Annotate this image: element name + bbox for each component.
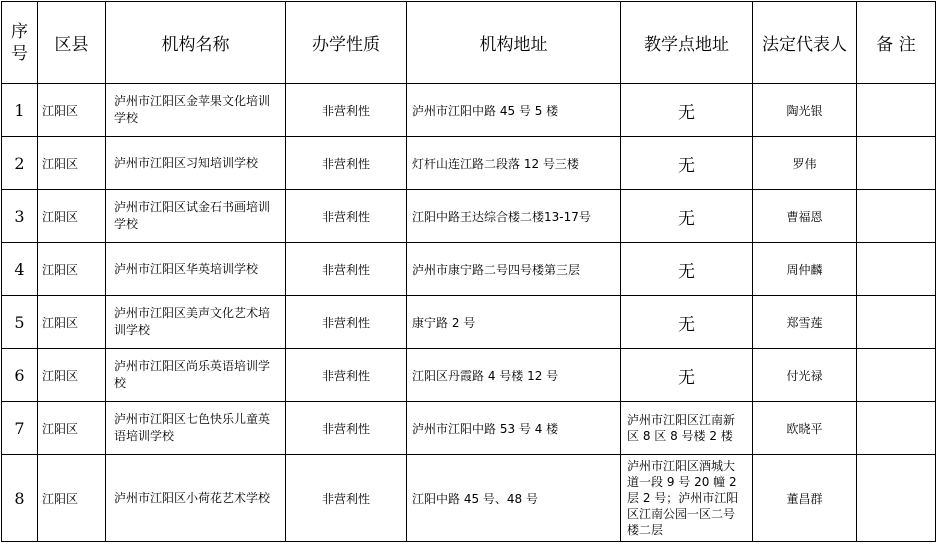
cell-name: 泸州市江阳区试金石书画培训学校 bbox=[106, 190, 286, 243]
cell-name: 泸州市江阳区七色快乐儿童英语培训学校 bbox=[106, 402, 286, 455]
cell-district: 江阳区 bbox=[38, 455, 106, 542]
cell-district: 江阳区 bbox=[38, 402, 106, 455]
table-row bbox=[2, 402, 936, 455]
cell-seq: 8 bbox=[2, 455, 38, 542]
cell-nature: 非营利性 bbox=[286, 137, 407, 190]
cell-rep: 周仲麟 bbox=[753, 243, 857, 296]
cell-district: 江阳区 bbox=[38, 243, 106, 296]
table-row bbox=[2, 84, 936, 137]
cell-site: 无 bbox=[621, 137, 753, 190]
cell-name: 泸州市江阳区习知培训学校 bbox=[106, 137, 286, 190]
table-row bbox=[2, 296, 936, 349]
cell-seq: 1 bbox=[2, 84, 38, 137]
table-row bbox=[2, 455, 936, 542]
institution-table bbox=[1, 1, 936, 542]
cell-nature: 非营利性 bbox=[286, 402, 407, 455]
cell-nature: 非营利性 bbox=[286, 84, 407, 137]
cell-district: 江阳区 bbox=[38, 296, 106, 349]
header-address: 机构地址 bbox=[407, 2, 621, 84]
cell-name: 泸州市江阳区美声文化艺术培训学校 bbox=[106, 296, 286, 349]
cell-rep: 罗伟 bbox=[753, 137, 857, 190]
cell-note bbox=[857, 296, 936, 349]
cell-rep: 郑雪莲 bbox=[753, 296, 857, 349]
cell-site: 无 bbox=[621, 349, 753, 402]
cell-seq: 2 bbox=[2, 137, 38, 190]
cell-name: 泸州市江阳区华英培训学校 bbox=[106, 243, 286, 296]
cell-district: 江阳区 bbox=[38, 84, 106, 137]
cell-rep: 欧晓平 bbox=[753, 402, 857, 455]
cell-address: 康宁路 2 号 bbox=[407, 296, 621, 349]
cell-note bbox=[857, 455, 936, 542]
cell-name: 泸州市江阳区尚乐英语培训学校 bbox=[106, 349, 286, 402]
cell-site: 无 bbox=[621, 84, 753, 137]
cell-note bbox=[857, 190, 936, 243]
cell-address: 泸州市江阳中路 45 号 5 楼 bbox=[407, 84, 621, 137]
header-rep: 法定代表人 bbox=[753, 2, 857, 84]
cell-note bbox=[857, 243, 936, 296]
cell-seq: 4 bbox=[2, 243, 38, 296]
table-row bbox=[2, 349, 936, 402]
cell-seq: 3 bbox=[2, 190, 38, 243]
cell-site: 泸州市江阳区酒城大道一段 9 号 20 幢 2 层 2 号；泸州市江阳区江南公园一区二号楼二层 bbox=[621, 455, 753, 542]
cell-seq: 5 bbox=[2, 296, 38, 349]
cell-rep: 付光禄 bbox=[753, 349, 857, 402]
cell-note bbox=[857, 349, 936, 402]
table-row bbox=[2, 137, 936, 190]
cell-note bbox=[857, 402, 936, 455]
cell-district: 江阳区 bbox=[38, 190, 106, 243]
cell-rep: 陶光银 bbox=[753, 84, 857, 137]
header-seq-label: 序号 bbox=[11, 21, 28, 64]
header-name: 机构名称 bbox=[106, 2, 286, 84]
cell-address: 江阳区丹霞路 4 号楼 12 号 bbox=[407, 349, 621, 402]
cell-site: 无 bbox=[621, 190, 753, 243]
cell-address: 灯杆山连江路二段落 12 号三楼 bbox=[407, 137, 621, 190]
table-row bbox=[2, 190, 936, 243]
cell-nature: 非营利性 bbox=[286, 190, 407, 243]
cell-rep: 曹福恩 bbox=[753, 190, 857, 243]
cell-site: 无 bbox=[621, 243, 753, 296]
header-site: 教学点地址 bbox=[621, 2, 753, 84]
cell-seq: 7 bbox=[2, 402, 38, 455]
cell-address: 江阳中路 45 号、48 号 bbox=[407, 455, 621, 542]
cell-site: 泸州市江阳区江南新区 8 区 8 号楼 2 楼 bbox=[621, 402, 753, 455]
cell-seq: 6 bbox=[2, 349, 38, 402]
cell-nature: 非营利性 bbox=[286, 243, 407, 296]
cell-district: 江阳区 bbox=[38, 349, 106, 402]
header-seq bbox=[2, 2, 38, 84]
cell-nature: 非营利性 bbox=[286, 349, 407, 402]
cell-rep: 董昌群 bbox=[753, 455, 857, 542]
header-note: 备 注 bbox=[857, 2, 936, 84]
cell-note bbox=[857, 84, 936, 137]
cell-note bbox=[857, 137, 936, 190]
table-row bbox=[2, 243, 936, 296]
cell-district: 江阳区 bbox=[38, 137, 106, 190]
cell-name: 泸州市江阳区金苹果文化培训学校 bbox=[106, 84, 286, 137]
header-district: 区县 bbox=[38, 2, 106, 84]
cell-name: 泸州市江阳区小荷花艺术学校 bbox=[106, 455, 286, 542]
cell-address: 泸州市康宁路二号四号楼第三层 bbox=[407, 243, 621, 296]
header-nature: 办学性质 bbox=[286, 2, 407, 84]
cell-address: 江阳中路王达综合楼二楼13-17号 bbox=[407, 190, 621, 243]
cell-site: 无 bbox=[621, 296, 753, 349]
cell-address: 泸州市江阳中路 53 号 4 楼 bbox=[407, 402, 621, 455]
cell-nature: 非营利性 bbox=[286, 296, 407, 349]
header-row bbox=[2, 2, 936, 84]
cell-nature: 非营利性 bbox=[286, 455, 407, 542]
